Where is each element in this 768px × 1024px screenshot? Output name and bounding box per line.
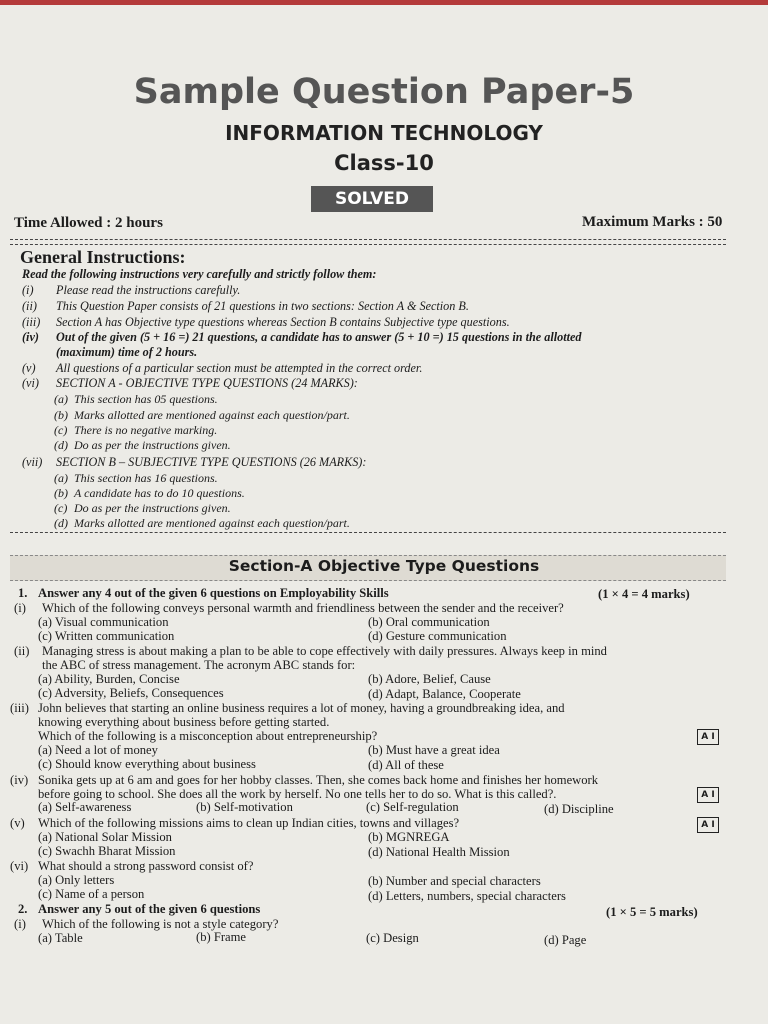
instruction-number: (vii) xyxy=(22,455,43,469)
part-text: What should a strong password consist of? xyxy=(38,859,254,873)
option: (b) Frame xyxy=(196,930,247,944)
option: (a) Self-awareness xyxy=(38,800,132,814)
option: (a) Ability, Burden, Concise xyxy=(38,672,180,686)
instruction-text: Section A has Objective type questions whereas Section B contains Subjective type questions. xyxy=(56,315,510,329)
question-marks: (1 × 5 = 5 marks) xyxy=(606,905,698,919)
instruction-number: (ii) xyxy=(22,299,37,313)
question-number: 1. xyxy=(18,586,28,600)
part-text: Which of the following is not a style category? xyxy=(42,917,279,931)
paper-title: Sample Question Paper-5 xyxy=(133,72,635,112)
option: (a) National Solar Mission xyxy=(38,830,172,844)
part-text: Managing stress is about making a plan to be able to cope effectively with daily pressures. Always keep in mind xyxy=(42,644,607,658)
option: (d) Page xyxy=(544,933,587,947)
instruction-text-continued: (maximum) time of 2 hours. xyxy=(56,345,198,359)
class-title: Class-10 xyxy=(334,151,434,175)
option: (d) Letters, numbers, special characters xyxy=(368,889,566,903)
sub-instruction-number: (d) xyxy=(54,438,68,452)
instruction-number: (iv) xyxy=(22,330,39,344)
option: (c) Adversity, Beliefs, Consequences xyxy=(38,686,224,700)
option: (d) All of these xyxy=(368,758,444,772)
part-number: (i) xyxy=(14,601,26,615)
sub-instruction-text: This section has 05 questions. xyxy=(74,392,218,406)
sub-instruction-number: (c) xyxy=(54,423,68,437)
sub-instruction-number: (a) xyxy=(54,471,68,485)
option: (d) Discipline xyxy=(544,802,614,816)
solved-badge: SOLVED xyxy=(311,186,433,212)
part-text-continued: the ABC of stress management. The acronym ABC stands for: xyxy=(42,658,356,672)
part-number: (vi) xyxy=(10,859,29,873)
option: (c) Self-regulation xyxy=(366,800,459,814)
option: (c) Name of a person xyxy=(38,887,145,901)
option: (a) Need a lot of money xyxy=(38,743,158,757)
instruction-text: SECTION B – SUBJECTIVE TYPE QUESTIONS (26 MARKS): xyxy=(56,455,367,469)
option: (d) Gesture communication xyxy=(368,629,507,643)
question-text: Answer any 5 out of the given 6 questions xyxy=(38,902,261,916)
instruction-text: All questions of a particular section must be attempted in the correct order. xyxy=(56,361,423,375)
instruction-text: SECTION A - OBJECTIVE TYPE QUESTIONS (24 MARKS): xyxy=(56,376,358,390)
sub-instruction-text: Marks allotted are mentioned against each question/part. xyxy=(74,516,350,530)
sub-instruction-text: This section has 16 questions. xyxy=(74,471,218,485)
section-a-title: Section-A Objective Type Questions xyxy=(228,557,540,575)
ai-badge-icon: A I xyxy=(697,729,719,745)
option: (b) MGNREGA xyxy=(368,830,450,844)
divider xyxy=(10,239,726,240)
option: (c) Design xyxy=(366,931,419,945)
part-text: John believes that starting an online business requires a lot of money, having a groundbreaking idea, and xyxy=(38,701,565,715)
sub-instruction-text: Do as per the instructions given. xyxy=(74,501,231,515)
ai-badge-icon: A I xyxy=(697,817,719,833)
part-number: (v) xyxy=(10,816,25,830)
sub-instruction-number: (d) xyxy=(54,516,68,530)
ai-badge-icon: A I xyxy=(697,787,719,803)
option: (b) Number and special characters xyxy=(368,874,541,888)
option: (d) National Health Mission xyxy=(368,845,510,859)
instruction-number: (v) xyxy=(22,361,36,375)
option: (b) Must have a great idea xyxy=(368,743,500,757)
option: (b) Adore, Belief, Cause xyxy=(368,672,491,686)
sub-instruction-number: (c) xyxy=(54,501,68,515)
divider xyxy=(10,244,726,245)
option: (c) Should know everything about business xyxy=(38,757,256,771)
option: (a) Only letters xyxy=(38,873,115,887)
instruction-text: This Question Paper consists of 21 questions in two sections: Section A & Section B. xyxy=(56,299,469,313)
option: (a) Visual communication xyxy=(38,615,169,629)
top-edge-band xyxy=(0,0,768,5)
question-text: Answer any 4 out of the given 6 questions on Employability Skills xyxy=(38,586,389,600)
instruction-number: (vi) xyxy=(22,376,39,390)
sub-instruction-number: (b) xyxy=(54,486,68,500)
part-text-continued: knowing everything about business before getting started. xyxy=(38,715,330,729)
option: (a) Table xyxy=(38,931,83,945)
option: (b) Self-motivation xyxy=(196,800,293,814)
sub-instruction-number: (a) xyxy=(54,392,68,406)
option: (c) Written communication xyxy=(38,629,175,643)
question-number: 2. xyxy=(18,902,28,916)
sub-instruction-number: (b) xyxy=(54,408,68,422)
part-text-continued: Which of the following is a misconception about entrepreneurship? xyxy=(38,729,378,743)
part-number: (iv) xyxy=(10,773,29,787)
sub-instruction-text: Marks allotted are mentioned against each question/part. xyxy=(74,408,350,422)
instructions-lead: Read the following instructions very carefully and strictly follow them: xyxy=(22,267,377,281)
sub-instruction-text: There is no negative marking. xyxy=(74,423,218,437)
part-number: (iii) xyxy=(10,701,29,715)
instruction-number: (i) xyxy=(22,283,34,297)
part-number: (ii) xyxy=(14,644,30,658)
option: (c) Swachh Bharat Mission xyxy=(38,844,176,858)
part-text-continued: before going to school. She does all the work by herself. No one tells her to do so. What is this called?. xyxy=(38,787,557,801)
divider xyxy=(10,532,726,533)
maximum-marks: Maximum Marks : 50 xyxy=(582,214,723,230)
part-number: (i) xyxy=(14,917,26,931)
part-text: Which of the following missions aims to clean up Indian cities, towns and villages? xyxy=(38,816,460,830)
option: (d) Adapt, Balance, Cooperate xyxy=(368,687,521,701)
option: (b) Oral communication xyxy=(368,615,490,629)
instructions-heading: General Instructions: xyxy=(20,247,186,267)
sub-instruction-text: Do as per the instructions given. xyxy=(74,438,231,452)
part-text: Sonika gets up at 6 am and goes for her hobby classes. Then, she comes back home and finishes her homework xyxy=(38,773,599,787)
instruction-text: Please read the instructions carefully. xyxy=(56,283,241,297)
instruction-number: (iii) xyxy=(22,315,41,329)
part-text: Which of the following conveys personal warmth and friendliness between the sender and the receiver? xyxy=(42,601,564,615)
subject-title: INFORMATION TECHNOLOGY xyxy=(225,121,543,145)
sub-instruction-text: A candidate has to do 10 questions. xyxy=(74,486,245,500)
instruction-text: Out of the given (5 + 16 =) 21 questions, a candidate has to answer (5 + 10 =) 15 questions in the allotted xyxy=(56,330,582,344)
question-marks: (1 × 4 = 4 marks) xyxy=(598,587,690,601)
time-allowed: Time Allowed : 2 hours xyxy=(14,215,163,231)
